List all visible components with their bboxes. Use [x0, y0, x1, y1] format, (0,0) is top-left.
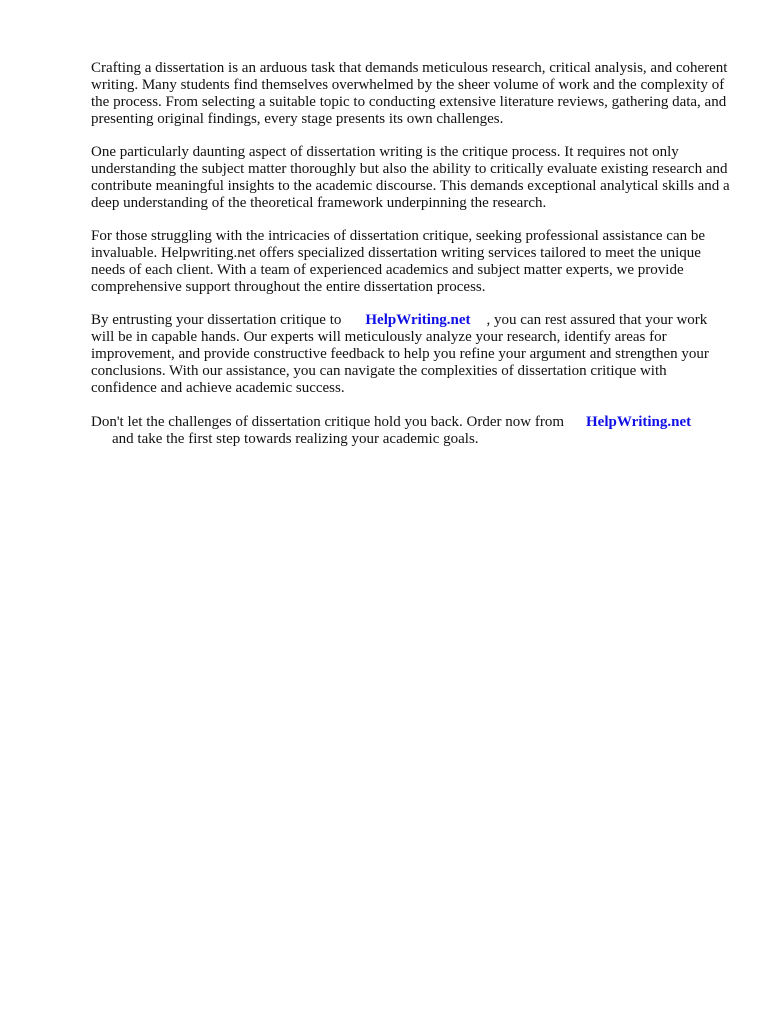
paragraph-assistance: For those struggling with the intricacies of dissertation critique, seeking professional assistance can be invaluable. Helpwriting.net offers specialized dissertation writing services tailored to meet the unique needs of each client. With a team of experienced academics and subject matter experts, we provide comprehensive support throughout the entire dissertation process.: [91, 228, 706, 295]
paragraph-critique-process: One particularly daunting aspect of dissertation writing is the critique process. It requires not only understanding the subject matter thoroughly but also the ability to critically evaluate existing research and contribute meaningful insights to the academic discourse. This demands exceptional analytical skills and a deep understanding of the theoretical framework underpinning the research.: [91, 144, 730, 211]
paragraph-entrusting-rest: , you can rest assured that your work will be in capable hands. Our experts will meticulously analyze your research, identify areas for improvement, and provide constructive feedback to help you refine your argument and strengthen your conclusions. With our assistance, you can navigate the complexities of dissertation critique with confidence and achieve academic success.: [91, 312, 709, 396]
paragraph-entrusting-lead: By entrusting your dissertation critique to: [91, 312, 342, 328]
paragraph-entrusting: [91, 312, 731, 397]
helpwriting-link-inline[interactable]: HelpWriting.net: [365, 312, 471, 328]
paragraph-intro: Crafting a dissertation is an arduous task that demands meticulous research, critical analysis, and coherent writing. Many students find themselves overwhelmed by the sheer volume of work and the complexity of the process. From selecting a suitable topic to conducting extensive literature reviews, gathering data, and presenting original findings, every stage presents its own challenges.: [91, 60, 728, 127]
call-to-action-lead: Don't let the challenges of dissertation critique hold you back. Order now from: [91, 414, 564, 430]
paragraph-call-to-action: [91, 414, 731, 448]
document-page: [91, 60, 731, 464]
helpwriting-link-order[interactable]: HelpWriting.net: [586, 414, 692, 430]
call-to-action-rest: and take the first step towards realizing your academic goals.: [112, 431, 479, 447]
